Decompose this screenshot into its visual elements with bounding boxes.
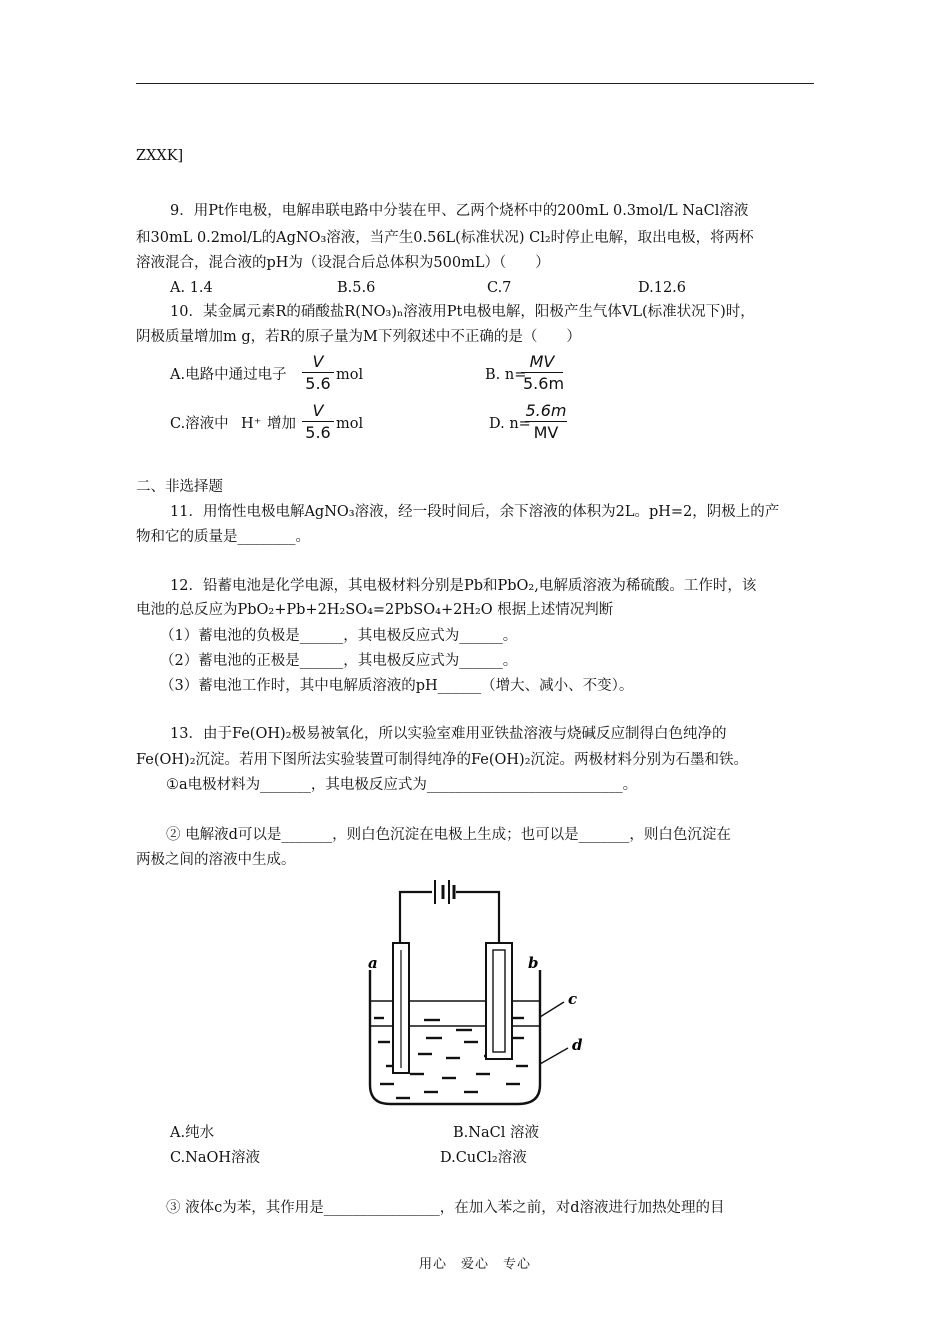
label-d: d xyxy=(572,1036,583,1054)
q10-option-a-numerator: V xyxy=(312,352,324,371)
wire-left xyxy=(400,892,432,943)
q13-option-c: C.NaOH溶液 xyxy=(170,1150,261,1166)
q13-option-b: B.NaCl 溶液 xyxy=(453,1125,539,1141)
q13-option-a: A.纯水 xyxy=(170,1125,215,1141)
section-title: 二、非选择题 xyxy=(136,479,223,495)
q10-line1: 10．某金属元素R的硝酸盐R(NO₃)ₙ溶液用Pt电极电解，阳极产生气体VL(标准状况下)时， xyxy=(170,304,755,320)
q10-option-c-prefix: C.溶液中 xyxy=(170,416,229,432)
electrode-b xyxy=(486,943,512,1059)
label-a: a xyxy=(368,954,378,972)
q9-line3: 溶液混合，混合液的pH为（设混合后总体积为500mL）（ ） xyxy=(136,255,550,271)
q11-line2: 物和它的质量是________。 xyxy=(136,529,310,545)
q9-line1: 9．用Pt作电极，电解串联电路中分装在甲、乙两个烧杯中的200mL 0.3mol/L NaCl溶液 xyxy=(170,203,749,219)
q9-option-d: D.12.6 xyxy=(638,280,687,296)
q9-line2: 和30mL 0.2mol/L的AgNO₃溶液，当产生0.56L(标准状况) Cl₂时停止电解，取出电极，将两杯 xyxy=(136,230,754,246)
q9-option-a: A. 1.4 xyxy=(170,280,213,296)
header-rule xyxy=(136,83,814,84)
q10-option-d-prefix: D. n= xyxy=(489,416,531,432)
q10-option-b-fraction xyxy=(521,352,563,395)
q12-sub1: （1）蓄电池的负极是______，其电极反应式为______。 xyxy=(160,628,518,644)
page-footer: 用心 爱心 专心 xyxy=(418,1257,531,1272)
q9-option-b: B.5.6 xyxy=(337,280,376,296)
q10-option-d-numerator: 5.6m xyxy=(525,401,567,420)
q10-option-c-ion: H⁺ xyxy=(241,416,262,432)
label-c: c xyxy=(568,990,578,1008)
q13-line1: 13．由于Fe(OH)₂极易被氧化，所以实验室难用亚铁盐溶液与烧碱反应制得白色纯净的 xyxy=(170,726,727,742)
q12-line1: 12．铅蓄电池是化学电源，其电极材料分别是Pb和PbO₂,电解质溶液为稀硫酸。工作时，该 xyxy=(170,578,757,594)
label-d-leader xyxy=(540,1048,568,1064)
q11-line1: 11．用惰性电极电解AgNO₃溶液，经一段时间后，余下溶液的体积为2L。pH=2，阴极上的产 xyxy=(170,504,780,520)
q10-option-d-denominator: MV xyxy=(525,421,567,444)
q9-option-c: C.7 xyxy=(487,280,512,296)
electrolysis-apparatus-diagram xyxy=(360,870,600,1110)
q13-option-d: D.CuCl₂溶液 xyxy=(440,1150,527,1166)
q13-part1: ①a电极材料为_______，其电极反应式为___________________________。 xyxy=(166,777,638,793)
label-b: b xyxy=(528,954,539,972)
wire-right xyxy=(456,892,499,943)
q10-option-a-fraction xyxy=(302,352,334,395)
electrode-a xyxy=(393,943,409,1073)
q10-option-a-denominator: 5.6 xyxy=(302,372,334,395)
q10-option-a-prefix: A.电路中通过电子 xyxy=(170,367,287,383)
q13-line2: Fe(OH)₂沉淀。若用下图所法实验装置可制得纯净的Fe(OH)₂沉淀。两极材料分别为石墨和铁。 xyxy=(136,752,749,768)
q12-sub3: （3）蓄电池工作时，其中电解质溶液的pH______（增大、减小、不变）。 xyxy=(160,678,634,694)
q13-part2-line1: ② 电解液d可以是_______，则白色沉淀在电极上生成；也可以是_______，则白色沉淀在 xyxy=(166,827,731,843)
battery-icon xyxy=(435,880,454,904)
q10-option-b-denominator: 5.6m xyxy=(523,374,565,393)
q10-option-b-prefix: B. n= xyxy=(485,367,527,383)
q10-option-a-suffix: mol xyxy=(336,367,364,383)
label-c-leader xyxy=(540,1002,564,1017)
q10-option-b-numerator: MV xyxy=(529,352,555,371)
q12-line2: 电池的总反应为PbO₂+Pb+2H₂SO₄=2PbSO₄+2H₂O 根据上述情况判断 xyxy=(136,602,614,618)
header-fragment: ZXXK] xyxy=(136,148,184,164)
q10-option-d-fraction xyxy=(525,401,567,444)
q13-part2-line2: 两极之间的溶液中生成。 xyxy=(136,852,296,868)
q10-option-c-mid: 增加 xyxy=(267,416,296,432)
q10-option-c-fraction xyxy=(302,401,334,444)
q10-line2: 阴极质量增加m g，若R的原子量为M下列叙述中不正确的是（ ） xyxy=(136,329,581,345)
q10-option-c-numerator: V xyxy=(312,401,324,420)
q12-sub2: （2）蓄电池的正极是______，其电极反应式为______。 xyxy=(160,653,518,669)
q10-option-c-suffix: mol xyxy=(336,416,364,432)
q13-part3: ③ 液体c为苯，其作用是________________，在加入苯之前，对d溶液进行加热处理的目 xyxy=(166,1200,725,1216)
q10-option-c-denominator: 5.6 xyxy=(302,421,334,444)
